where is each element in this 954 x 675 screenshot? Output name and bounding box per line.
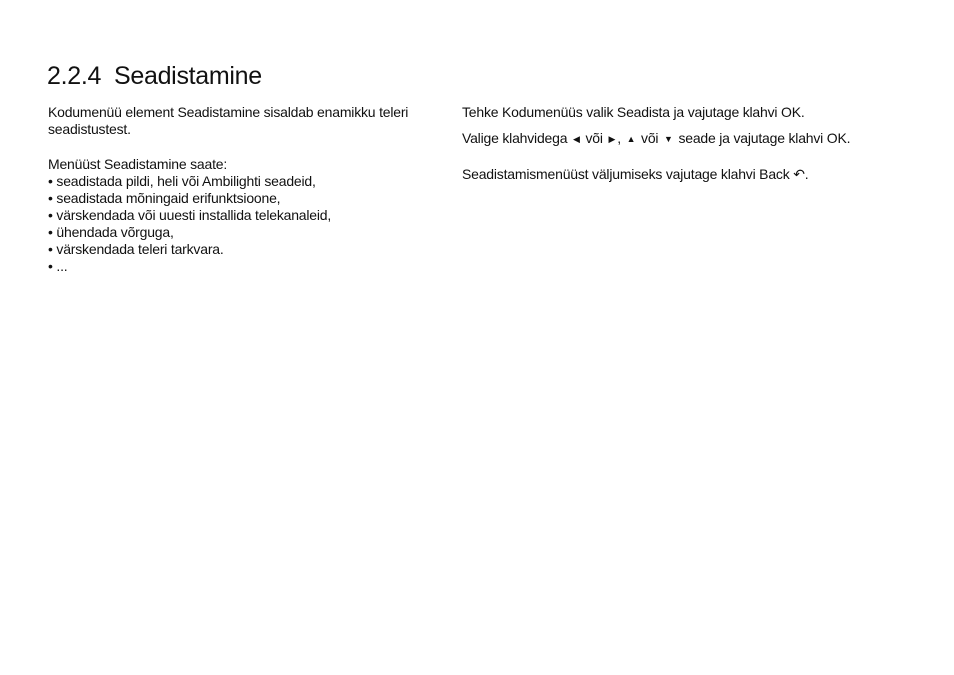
step3-end: . [804,166,809,182]
list-item: • värskendada või uuesti installida telekanaleid, [48,207,428,224]
up-arrow-icon: ▲ [626,134,636,144]
list-item: • ... [48,258,428,275]
list-item: • seadistada mõningaid erifunktsioone, [48,190,428,207]
step2-text-start: Valige klahvidega [462,130,568,146]
list-item: • seadistada pildi, heli või Ambilighti seadeid, [48,173,428,190]
step2-or-1: või [585,130,603,146]
list-item: • ühendada võrguga, [48,224,428,241]
section-heading [47,58,262,94]
down-arrow-icon: ▼ [664,134,673,144]
step-select-setting [462,130,852,148]
list-item: • värskendada teleri tarkvara. [48,241,428,258]
intro-paragraph: Kodumenüü element Seadistamine sisaldab enamikku teleri seadistustest. [48,104,409,137]
step2-text-end: seade ja vajutage klahvi OK. [678,130,851,146]
right-arrow-icon: ▶ [608,134,616,144]
right-column [462,104,852,183]
left-arrow-icon: ◀ [573,134,580,144]
step2-or-2: või [641,130,659,146]
step-exit-menu [462,166,852,183]
section-number: 2.2.4 [47,62,102,90]
step-open-setup: Tehke Kodumenüüs valik Seadista ja vajutage klahvi OK. [462,104,805,120]
section-title: Seadistamine [114,62,262,90]
step3-text: Seadistamismenüüst väljumiseks vajutage klahvi Back [462,166,790,182]
step2-comma: , [617,130,621,146]
back-icon: ↶ [793,166,805,182]
left-column [48,104,428,275]
list-intro: Menüüst Seadistamine saate: [48,156,228,172]
